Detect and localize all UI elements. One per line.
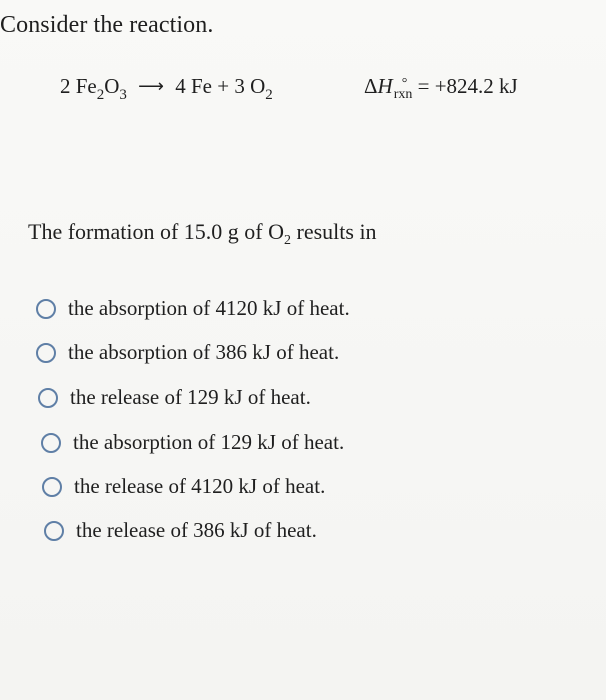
products-text: 4 Fe + 3 O — [175, 74, 266, 98]
delta-symbol: Δ — [364, 74, 378, 98]
question-suffix: results in — [291, 219, 377, 244]
radio-button-icon[interactable] — [44, 521, 64, 541]
reaction-equation — [60, 74, 580, 103]
question-text — [28, 219, 377, 248]
reactant-subscript-fe: 2 — [96, 87, 105, 103]
rxn-subscript — [393, 76, 413, 103]
rxn-text: rxn — [393, 87, 413, 102]
enthalpy-number: = +824.2 kJ — [412, 74, 518, 98]
reactant-subscript-o: 3 — [119, 87, 127, 103]
answer-option-3[interactable] — [38, 385, 311, 410]
answer-option-2[interactable] — [36, 340, 339, 365]
answer-option-label: the release of 129 kJ of heat. — [70, 385, 311, 409]
question-prefix: The formation of 15.0 g of O — [28, 219, 284, 244]
enthalpy-value — [364, 74, 518, 103]
answer-option-label: the absorption of 4120 kJ of heat. — [68, 296, 350, 320]
reactant-element-o: O — [104, 74, 120, 98]
enthalpy-symbol: H — [377, 74, 393, 98]
radio-button-icon[interactable] — [42, 477, 62, 497]
question-subscript: 2 — [284, 233, 291, 248]
radio-button-icon[interactable] — [36, 299, 56, 319]
intro-text: Consider the reaction. — [0, 12, 214, 38]
answer-option-label: the absorption of 386 kJ of heat. — [68, 340, 340, 364]
reactant-coefficient: 2 — [60, 74, 71, 98]
answer-option-label: the release of 4120 kJ of heat. — [74, 474, 326, 498]
reaction-arrow-icon: ⟶ — [138, 76, 164, 97]
answer-option-5[interactable] — [42, 474, 325, 499]
reactant — [60, 74, 127, 103]
radio-button-icon[interactable] — [36, 343, 56, 363]
degree-symbol: ° — [401, 76, 408, 91]
answer-option-4[interactable] — [41, 430, 344, 455]
product-subscript-o2: 2 — [265, 87, 273, 103]
radio-button-icon[interactable] — [38, 388, 58, 408]
radio-button-icon[interactable] — [41, 433, 61, 453]
answer-option-1[interactable] — [36, 296, 350, 321]
answer-option-label: the release of 386 kJ of heat. — [76, 518, 317, 542]
answer-option-label: the absorption of 129 kJ of heat. — [73, 430, 345, 454]
answer-option-6[interactable] — [44, 518, 317, 543]
products — [175, 74, 273, 103]
reactant-element-fe: Fe — [75, 74, 97, 98]
